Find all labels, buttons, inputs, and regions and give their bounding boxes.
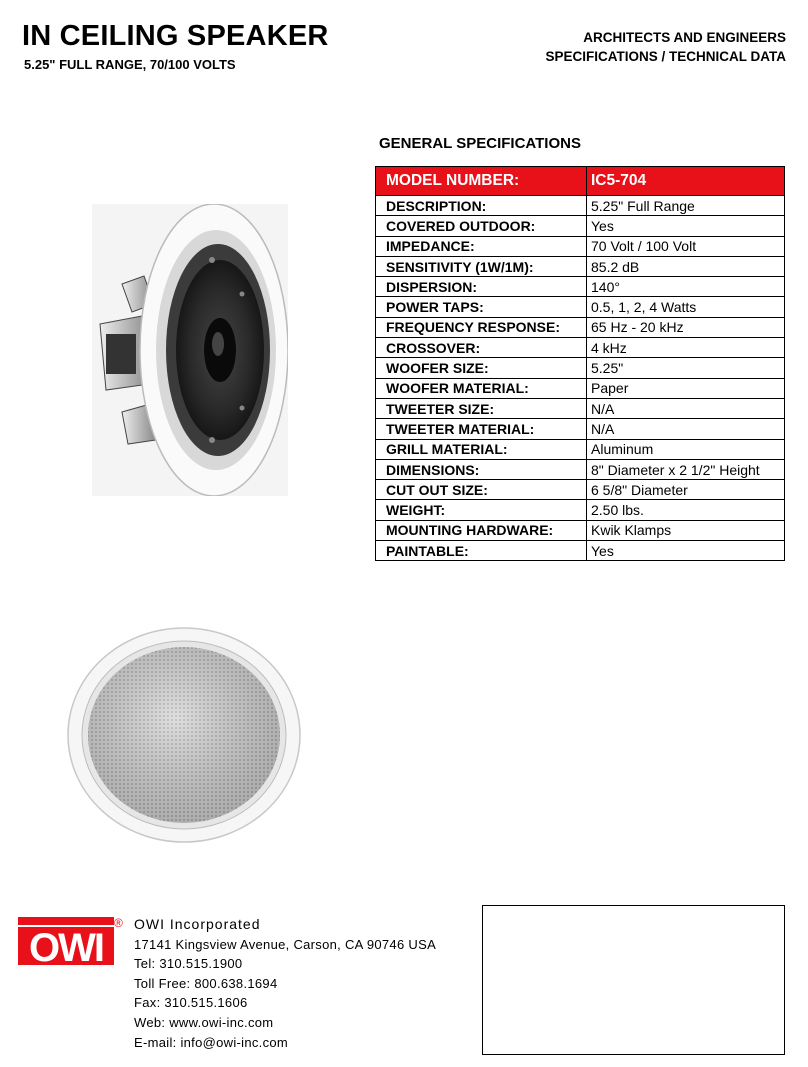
company-name: OWI Incorporated xyxy=(134,916,261,932)
spec-value: N/A xyxy=(587,419,785,439)
spec-label: TWEETER SIZE: xyxy=(376,398,587,418)
spec-label: DIMENSIONS: xyxy=(376,459,587,479)
table-row xyxy=(376,480,785,500)
spec-label: WOOFER SIZE: xyxy=(376,358,587,378)
telephone: Tel: 310.515.1900 xyxy=(134,956,243,972)
spec-value: N/A xyxy=(587,398,785,418)
owi-logo xyxy=(18,917,114,965)
model-number-label: MODEL NUMBER: xyxy=(376,167,587,196)
spec-label: CUT OUT SIZE: xyxy=(376,480,587,500)
table-row xyxy=(376,338,785,358)
spec-value: 8" Diameter x 2 1/2" Height xyxy=(587,459,785,479)
spec-label: DISPERSION: xyxy=(376,277,587,297)
spec-label: COVERED OUTDOOR: xyxy=(376,216,587,236)
spec-value: Yes xyxy=(587,541,785,561)
table-row xyxy=(376,500,785,520)
general-specifications-heading: GENERAL SPECIFICATIONS xyxy=(379,135,581,152)
header-right xyxy=(545,28,786,66)
header-right-line2: SPECIFICATIONS / TECHNICAL DATA xyxy=(545,49,786,64)
table-row xyxy=(376,459,785,479)
spec-value: 65 Hz - 20 kHz xyxy=(587,317,785,337)
registered-mark: ® xyxy=(114,916,123,930)
header-right-line1: ARCHITECTS AND ENGINEERS xyxy=(583,30,786,45)
spec-value: Paper xyxy=(587,378,785,398)
spec-label: POWER TAPS: xyxy=(376,297,587,317)
table-row xyxy=(376,317,785,337)
spec-label: SENSITIVITY (1W/1M): xyxy=(376,256,587,276)
spec-value: 140° xyxy=(587,277,785,297)
website: Web: www.owi-inc.com xyxy=(134,1014,274,1030)
speaker-grille-image xyxy=(66,626,302,844)
spec-label: CROSSOVER: xyxy=(376,338,587,358)
spec-label: DESCRIPTION: xyxy=(376,196,587,216)
table-row xyxy=(376,196,785,216)
spec-label: PAINTABLE: xyxy=(376,541,587,561)
table-row xyxy=(376,378,785,398)
page-title: IN CEILING SPEAKER xyxy=(22,20,329,52)
spec-value: 5.25" xyxy=(587,358,785,378)
table-row xyxy=(376,216,785,236)
speaker-side-image xyxy=(92,204,288,496)
spec-value: 5.25" Full Range xyxy=(587,196,785,216)
spec-value: Aluminum xyxy=(587,439,785,459)
toll-free: Toll Free: 800.638.1694 xyxy=(134,975,278,991)
spec-value: 4 kHz xyxy=(587,338,785,358)
spec-value: Yes xyxy=(587,216,785,236)
spec-value: 2.50 lbs. xyxy=(587,500,785,520)
table-row xyxy=(376,439,785,459)
spec-label: FREQUENCY RESPONSE: xyxy=(376,317,587,337)
table-row xyxy=(376,419,785,439)
table-row xyxy=(376,358,785,378)
spec-value: 85.2 dB xyxy=(587,256,785,276)
table-row xyxy=(376,277,785,297)
notes-box xyxy=(482,905,785,1055)
logo-text: OWI xyxy=(29,926,103,965)
table-row xyxy=(376,256,785,276)
spec-value: 0.5, 1, 2, 4 Watts xyxy=(587,297,785,317)
table-row xyxy=(376,520,785,540)
email: E-mail: info@owi-inc.com xyxy=(134,1034,289,1050)
table-row xyxy=(376,236,785,256)
fax: Fax: 310.515.1606 xyxy=(134,995,248,1011)
page-subtitle: 5.25" FULL RANGE, 70/100 VOLTS xyxy=(24,57,236,72)
spec-label: WEIGHT: xyxy=(376,500,587,520)
spec-value: 6 5/8" Diameter xyxy=(587,480,785,500)
table-row xyxy=(376,297,785,317)
spec-table-header-row xyxy=(376,167,785,196)
spec-value: Kwik Klamps xyxy=(587,520,785,540)
spec-label: TWEETER MATERIAL: xyxy=(376,419,587,439)
spec-label: WOOFER MATERIAL: xyxy=(376,378,587,398)
contact-block xyxy=(134,915,436,1052)
spec-label: IMPEDANCE: xyxy=(376,236,587,256)
spec-value: 70 Volt / 100 Volt xyxy=(587,236,785,256)
table-row xyxy=(376,541,785,561)
model-number-value: IC5-704 xyxy=(587,167,785,196)
address: 17141 Kingsview Avenue, Carson, CA 90746 USA xyxy=(134,936,437,952)
spec-label: MOUNTING HARDWARE: xyxy=(376,520,587,540)
spec-table xyxy=(375,166,785,561)
table-row xyxy=(376,398,785,418)
spec-label: GRILL MATERIAL: xyxy=(376,439,587,459)
